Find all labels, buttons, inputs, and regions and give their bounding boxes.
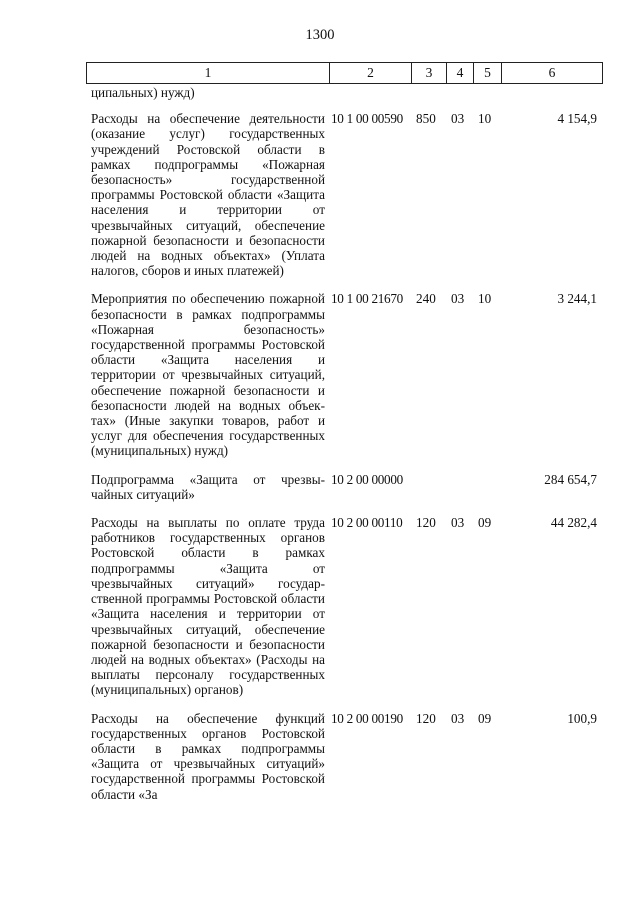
target-article-code: 10 2 00 00110 — [331, 515, 403, 531]
table-row — [0, 515, 640, 697]
section-code: 03 — [451, 515, 465, 531]
row-description: Подпрограмма «Защита от чрезвычайных ситуаций» — [91, 471, 325, 502]
column-header-2: 2 — [330, 63, 412, 84]
column-header-table — [86, 62, 603, 84]
target-article-code: 10 2 00 00000 — [331, 471, 403, 487]
subsection-code: 09 — [478, 710, 492, 726]
subsection-code: 09 — [478, 515, 492, 531]
column-header-6: 6 — [502, 63, 603, 84]
row-description: Расходы на обеспечение деятельности (оказание услуг) государственных учреждений Ростовской области в рамках подпрограммы «Пожарная безопасность» государственной программы Ростовской области «Защита населения и территории от чрезвычайных ситуаций, обеспечение пожарной безопасности и безопасности людей на водных объектах» (Уплата налогов, сборов и иных платежей) — [91, 111, 325, 279]
table-row — [0, 111, 640, 278]
column-header-4: 4 — [447, 63, 474, 84]
row-description: Мероприятия по обеспечению пожарной безопасности в рамках подпрограммы «Пожарная безопасность» государственной программы Ростовской области «Защита населения и территории от чрезвычайных ситуаций, обеспечение пожарной безопасности и безопасности людей на водных объектах» (Иные закупки товаров, работ и услуг для обеспечения государственных (муниципальных) нужд) — [91, 291, 325, 459]
section-code: 03 — [451, 111, 465, 127]
expense-type-code: 120 — [416, 710, 436, 726]
amount: 100,9 — [567, 710, 597, 726]
table-row — [0, 472, 640, 502]
table-row — [0, 711, 640, 802]
row-description: Расходы на обеспечение функций государственных органов Ростовской области в рамках подпрограммы «Защита от чрезвычайных ситуаций» государственной программы Ростовской области «За — [91, 710, 325, 802]
table-row — [0, 291, 640, 458]
row-description: ципальных) нужд) — [91, 85, 195, 100]
row-description: Расходы на выплаты по оплате труда работников государственных органов Ростовской области в рамках подпрограммы «Защита от чрезвычайных ситуаций» государственной программы Ростовской области «Защита населения и территории от чрезвычайных ситуаций, обеспечение пожарной безопасности и безопасности людей на водных объектах» (Расходы на выплаты персоналу государственных (муниципальных) органов) — [91, 515, 325, 698]
budget-rows — [0, 85, 640, 815]
target-article-code: 10 1 00 00590 — [331, 111, 403, 127]
amount: 284 654,7 — [544, 471, 597, 487]
target-article-code: 10 2 00 00190 — [331, 710, 403, 726]
subsection-code: 10 — [478, 291, 492, 307]
section-code: 03 — [451, 291, 465, 307]
amount: 44 282,4 — [550, 515, 597, 531]
target-article-code: 10 1 00 21670 — [331, 291, 403, 307]
amount: 3 244,1 — [557, 291, 597, 307]
column-header-1: 1 — [87, 63, 330, 84]
expense-type-code: 240 — [416, 291, 436, 307]
expense-type-code: 850 — [416, 111, 436, 127]
column-header-5: 5 — [474, 63, 502, 84]
column-header-3: 3 — [412, 63, 447, 84]
subsection-code: 10 — [478, 111, 492, 127]
section-code: 03 — [451, 710, 465, 726]
amount: 4 154,9 — [557, 111, 597, 127]
expense-type-code: 120 — [416, 515, 436, 531]
table-row — [0, 85, 640, 100]
page-number: 1300 — [305, 27, 335, 43]
